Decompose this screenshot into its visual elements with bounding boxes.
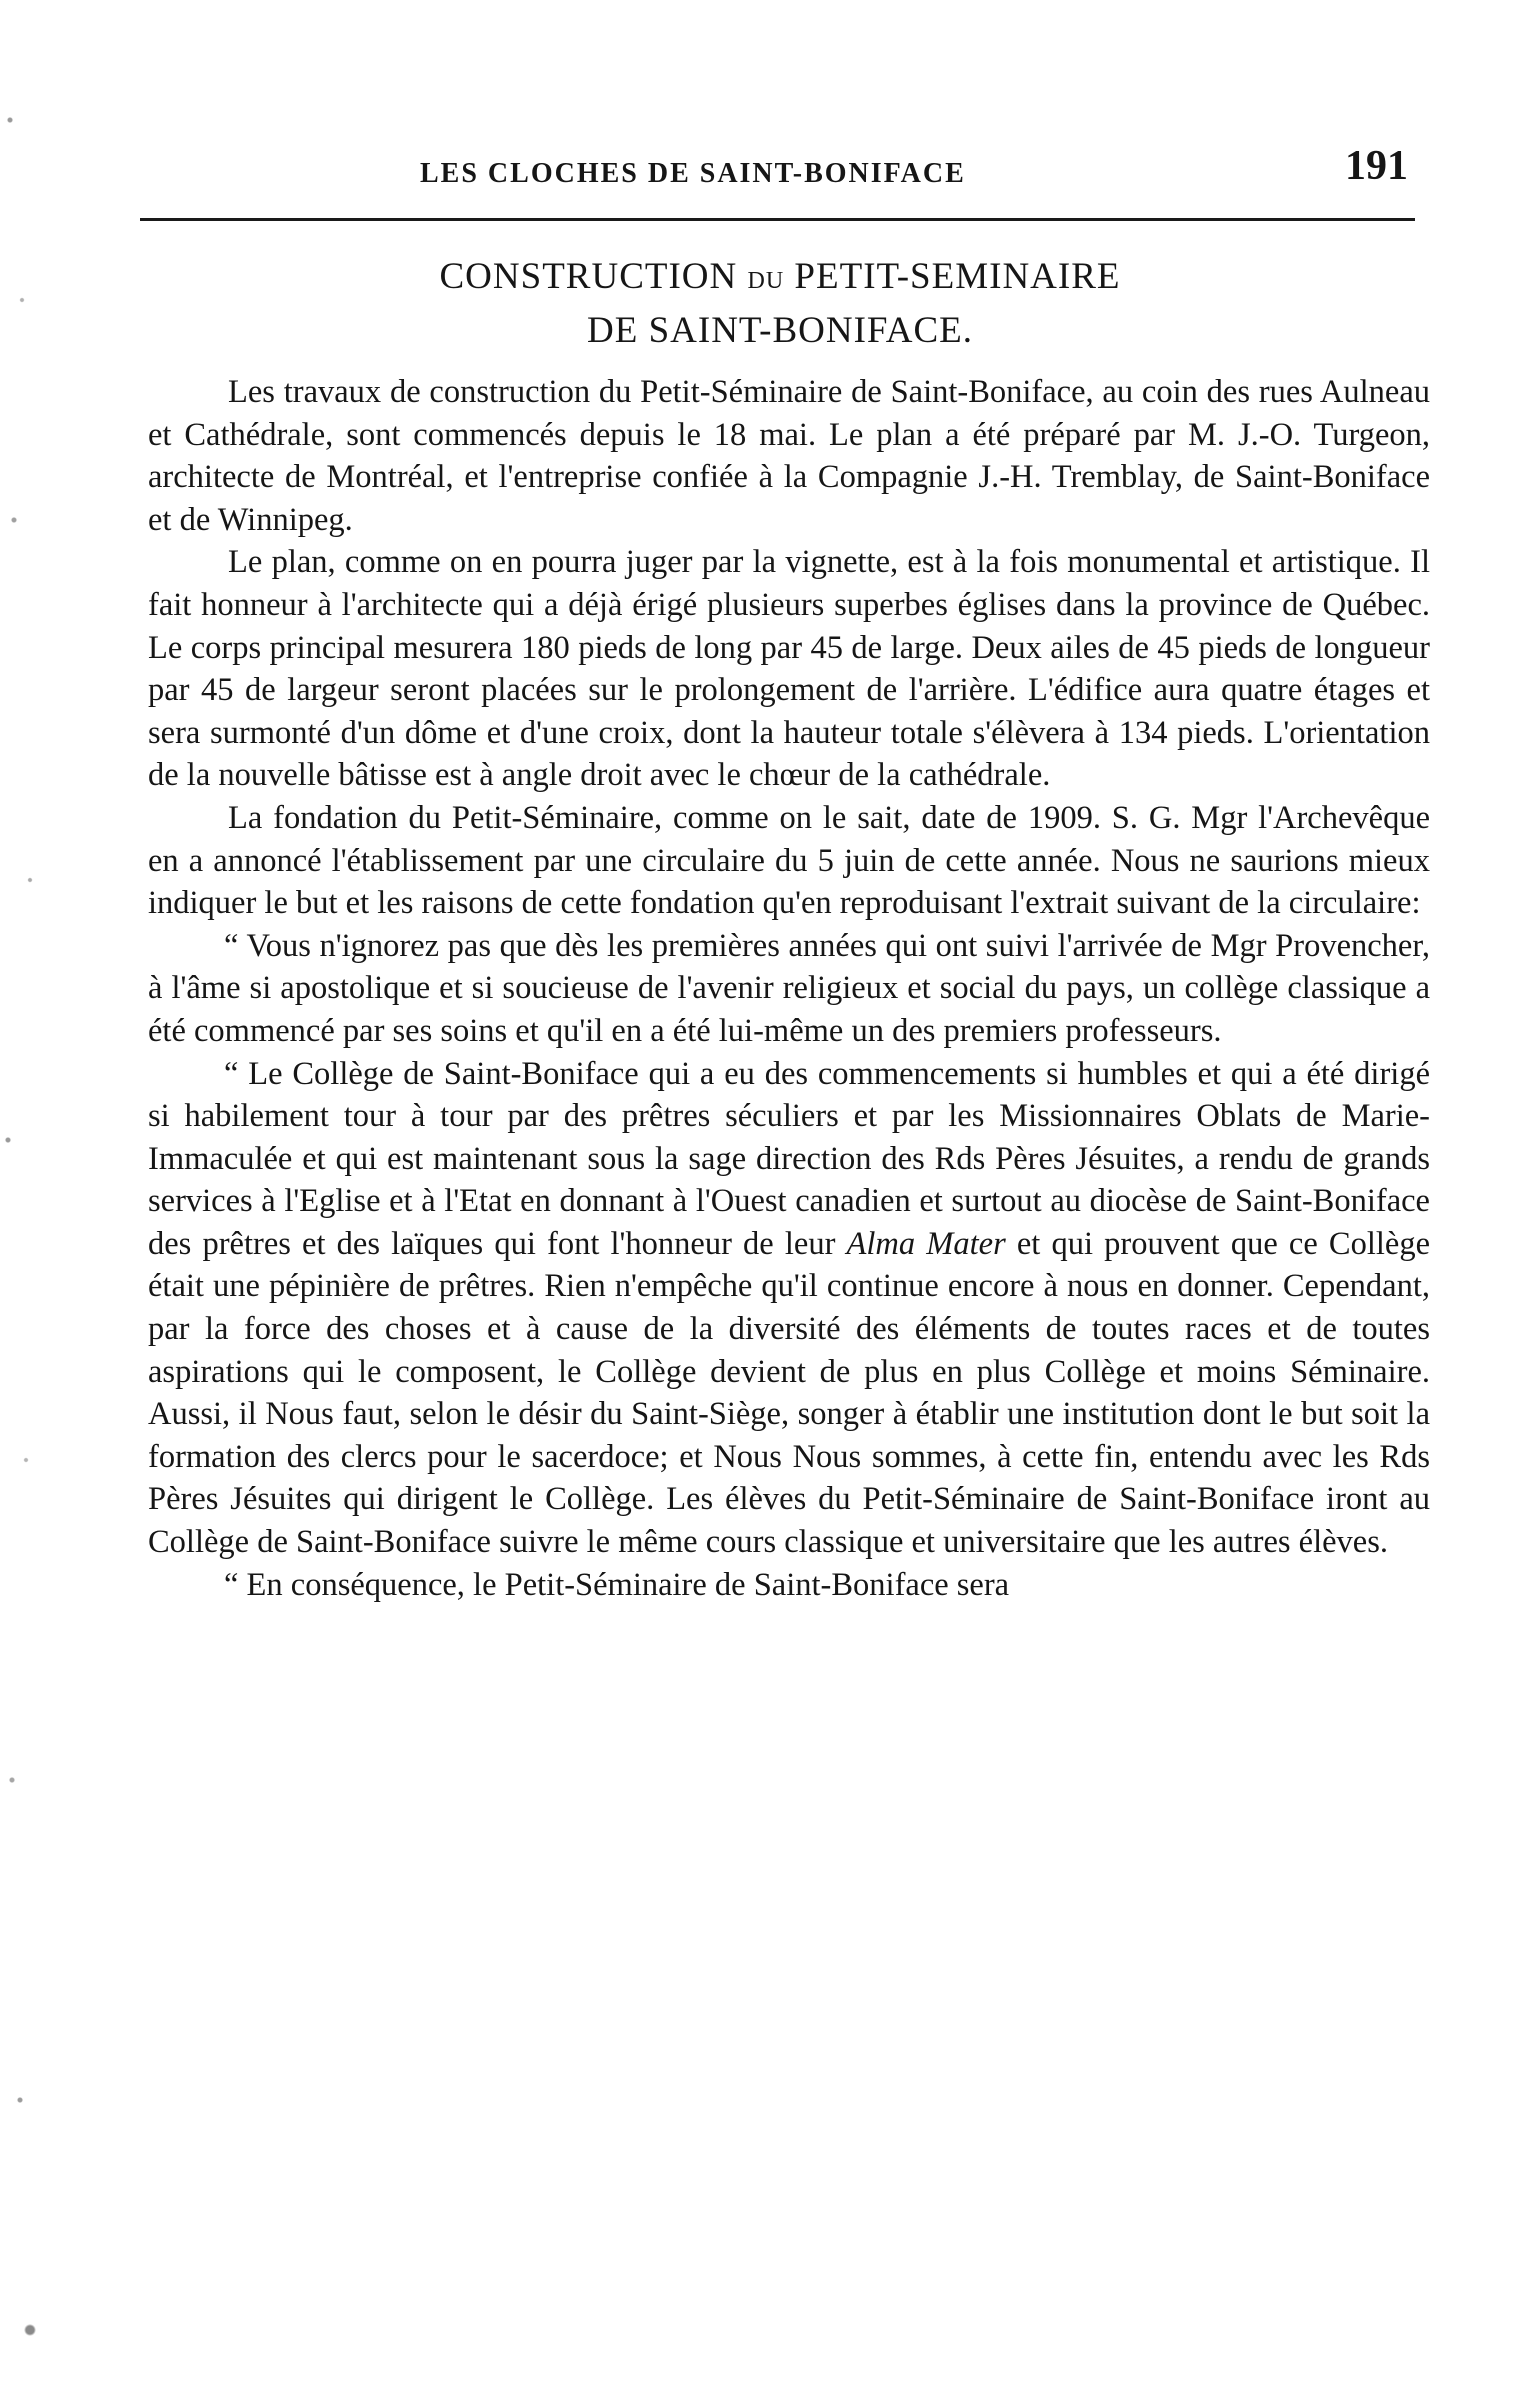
article-title-part1: CONSTRUCTION bbox=[439, 256, 738, 297]
article-title-line2: DE SAINT-BONIFACE. bbox=[587, 310, 973, 351]
running-title: LES CLOCHES DE SAINT-BONIFACE bbox=[420, 158, 966, 189]
header-rule bbox=[140, 218, 1415, 221]
page-number: 191 bbox=[1345, 143, 1408, 189]
scan-margin-specks bbox=[0, 0, 60, 2393]
paragraph-2: Le plan, comme on en pourra juger par la vignette, est à la fois monumental et artistique. Il fait honneur à l'architecte qui a déjà érigé plusieurs superbes églises dans la province de Québec. Le corps principal mesurera 180 pieds de long par 45 de large. Deux ailes de 45 pieds de longueur par 45 de largeur seront placées sur le prolongement de l'arrière. L'édifice aura quatre étages et sera surmonté d'un dôme et d'une croix, dont la hauteur totale s'élèvera à 134 pieds. L'orientation de la nouvelle bâtisse est à angle droit avec le chœur de la cathédrale. bbox=[148, 544, 1430, 794]
article-title-small: DU bbox=[747, 268, 785, 294]
article-body bbox=[148, 371, 1430, 1606]
article-title bbox=[140, 252, 1420, 355]
paragraph-5-text-b: et qui prouvent que ce Collège était une pépinière de prêtres. Rien n'empêche qu'il continue encore à nous en donner. Cependant, par la force des choses et à cause de la diversité des éléments de toutes races et de toutes aspirations qui le composent, le Collège devient de plus en plus Collège et moins Séminaire. Aussi, il Nous faut, selon le désir du Saint-Siège, songer à établir une institution dont le but soit la formation des clercs pour le sacerdoce; et Nous Nous sommes, à cette fin, entendu avec les Rds Pères Jésuites qui dirigent le Collège. Les élèves du Petit-Séminaire de Saint-Boniface iront au Collège de Saint-Boniface suivre le même cours classique et universitaire que les autres élèves. bbox=[148, 1225, 1431, 1561]
paragraph-4-quote: “ Vous n'ignorez pas que dès les premières années qui ont suivi l'arrivée de Mgr Provencher, à l'âme si apostolique et si soucieuse de l'avenir religieux et social du pays, un collège classique a été commencé par ses soins et qu'il en a été lui-même un des premiers professeurs. bbox=[148, 927, 1430, 1049]
alma-mater-italic: Alma Mater bbox=[846, 1225, 1006, 1262]
article-title-line1 bbox=[140, 252, 1420, 306]
paragraph-3: La fondation du Petit-Séminaire, comme on le sait, date de 1909. S. G. Mgr l'Archevêque en a annoncé l'établissement par une circulaire du 5 juin de cette année. Nous ne saurions mieux indiquer le but et les raisons de cette fondation qu'en reproduisant l'extrait suivant de la circulaire: bbox=[148, 799, 1430, 922]
page-header bbox=[140, 130, 1420, 190]
paragraph-5-quote bbox=[148, 1053, 1430, 1564]
paragraph-6-last-line: “ En conséquence, le Petit-Séminaire de Saint-Boniface sera bbox=[224, 1566, 1010, 1603]
paragraph-5-text-a: “ Le Collège de Saint-Boniface qui a eu des commencements si humbles et qui a été dirigé si habilement tour à tour par des prêtres séculiers et par les Missionnaires Oblats de Marie-Immaculée et qui est maintenant sous la sage direction des Rds Pères Jésuites, a rendu de grands services à l'Eglise et à l'Etat en donnant à l'Ouest canadien et surtout au diocèse de Saint-Boniface des prêtres et des laïques qui font l'honneur de leur bbox=[148, 1055, 1430, 1262]
article-title-part2: PETIT-SEMINAIRE bbox=[794, 256, 1121, 297]
paragraph-1: Les travaux de construction du Petit-Séminaire de Saint-Boniface, au coin des rues Aulneau et Cathédrale, sont commencés depuis le 18 mai. Le plan a été préparé par M. J.-O. Turgeon, architecte de Montréal, et l'entreprise confiée à la Compagnie J.-H. Tremblay, de Saint-Boniface et de Winnipeg. bbox=[148, 374, 1430, 538]
